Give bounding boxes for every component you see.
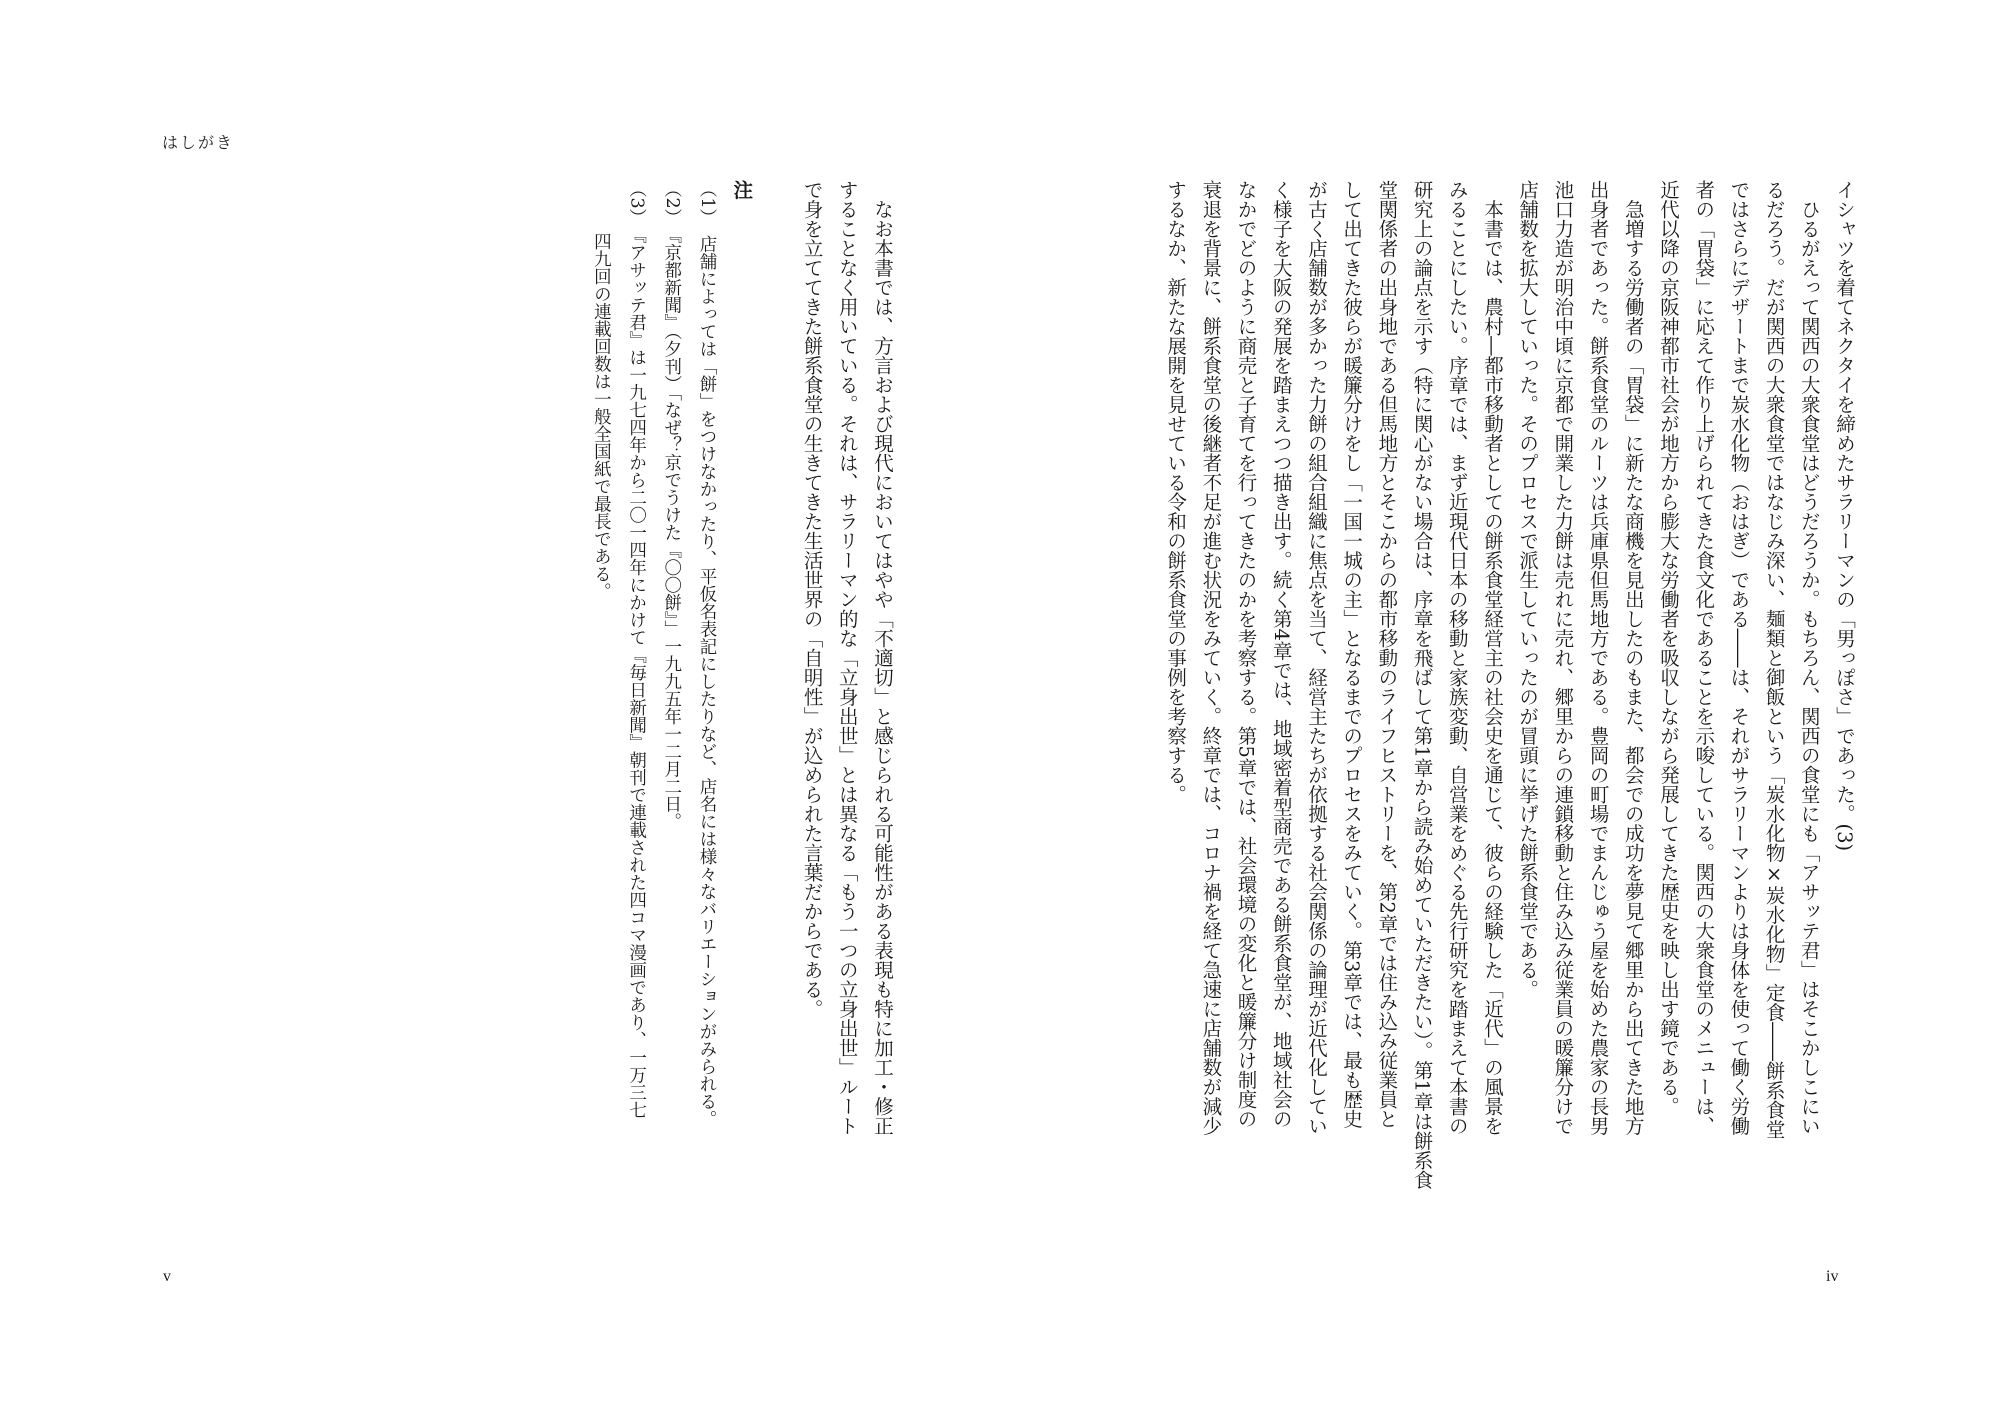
body-line: 出身者であった。餅系食堂のルーツは兵庫県但馬地方である。豊岡の町場でまんじゅう屋を始めた農家の長男 — [1586, 180, 1610, 1136]
note-item: （3） 『アサッテ君』は一九七四年から二〇一四年にかけて『毎日新聞』朝刊で連載された四コマ漫画であり、一万三七 — [626, 180, 647, 1119]
main-body-text — [1122, 180, 1862, 1255]
note-item: （2） 『京都新聞』（夕刊）「なぜ？京でうけた『〇〇餅』」一九九五年一二月二日。 — [661, 180, 682, 830]
body-line: 池口力造が明治中頃に京都で開業した力餅は売れに売れ、郷里からの連鎖移動と住み込み従業員の暖簾分けで — [1551, 180, 1575, 1136]
notes-heading: 注 — [730, 180, 754, 200]
body-line: なかでどのように商売と子育てを行ってきたのかを考察する。第5章では、社会環境の変化と暖簾分け制度の — [1234, 180, 1258, 1129]
afterword-line: なお本書では、方言および現代においてはやや「不適切」と感じられる可能性がある表現も特に加工・修正 — [871, 180, 894, 1136]
body-line: 衰退を背景に、餅系食堂の後継者不足が進む状況をみていく。終章では、コロナ禍を経て急速に店舗数が減少 — [1199, 180, 1223, 1136]
note-item: （1） 店舗によっては「餅」をつけなかったり、平仮名表記にしたりなど、店名には様々なバリエーションがみられる。 — [696, 180, 717, 1128]
body-line: 店舗数を拡大していった。そのプロセスで派生していったのが冒頭に挙げた餅系食堂である。 — [1516, 180, 1540, 999]
body-line: みることにしたい。序章では、まず近現代日本の移動と家族変動、自営業をめぐる先行研究を踏まえて本書の — [1445, 180, 1469, 1136]
body-line: 研究上の論点を示す（特に関心がない場合は、序章を飛ばして第1章から読み始めていただきたい）。第1章は餅系食 — [1410, 180, 1434, 1190]
body-line: ではさらにデザートまで炭水化物（おはぎ）である――は、それがサラリーマンよりは身体を使って働く労働 — [1727, 180, 1751, 1136]
note-item: 四九回の連載回数は一般全国紙で最長である。 — [591, 180, 612, 600]
running-header: はしがき — [162, 133, 235, 152]
body-line: く様子を大阪の発展を踏まえつつ描き出す。続く第4章では、地域密着型商売である餅系食堂が、地域社会の — [1269, 180, 1293, 1129]
body-line: るだろう。だが関西の大衆食堂ではなじみ深い、麺類と御飯という「炭水化物×炭水化物」定食――餅系食堂 — [1762, 180, 1786, 1139]
body-line: イシャツを着てネクタイを締めたサラリーマンの「男っぽさ」であった。(3) — [1833, 180, 1856, 852]
afterword-line: で身を立ててきた餅系食堂の生きてきた生活世界の「自明性」が込められた言葉だからである。 — [800, 180, 824, 1019]
body-line: 堂関係者の出身地である但馬地方とそこからの都市移動のライフヒストリーを、第2章では住み込み従業員と — [1375, 180, 1399, 1129]
page-number-left: v — [163, 1268, 171, 1285]
body-line: ひるがえって関西の大衆食堂はどうだろうか。もちろん、関西の食堂にも「アサッテ君」はそこかしこにい — [1797, 180, 1821, 1136]
afterword-line: することなく用いている。それは、サラリーマン的な「立身出世」とは異なる「もう一つの立身出世」ルート — [835, 180, 859, 1136]
page-number-right: iv — [1826, 1268, 1839, 1285]
body-line: するなか、新たな展開を見せている令和の餅系食堂の事例を考察する。 — [1164, 180, 1188, 804]
body-line: 急増する労働者の「胃袋」に新たな商機を見出したのもまた、都会での成功を夢見て郷里から出てきた地方 — [1621, 180, 1645, 1136]
body-line: が古く店舗数が多かった力餅の組合組織に焦点を当て、経営主たちが依拠する社会関係の論理が近代化してい — [1304, 180, 1328, 1136]
body-line: 近代以降の京阪神都市社会が地方から膨大な労働者を吸収しながら発展してきた歴史を映し出す鏡である。 — [1656, 180, 1680, 1116]
body-line: して出てきた彼らが暖簾分けをし「一国一城の主」となるまでのプロセスをみていく。第3章では、最も歴史 — [1340, 180, 1364, 1129]
body-line: 者の「胃袋」に応えて作り上げられてきた食文化であることを示唆している。関西の大衆食堂のメニューは、 — [1692, 180, 1716, 1136]
notes-spacer — [759, 180, 794, 1255]
body-line: 本書では、農村―都市移動者としての餅系食堂経営主の社会史を通じて、彼らの経験した「近代」の風景を — [1480, 180, 1504, 1136]
afterword-and-notes — [560, 180, 900, 1255]
